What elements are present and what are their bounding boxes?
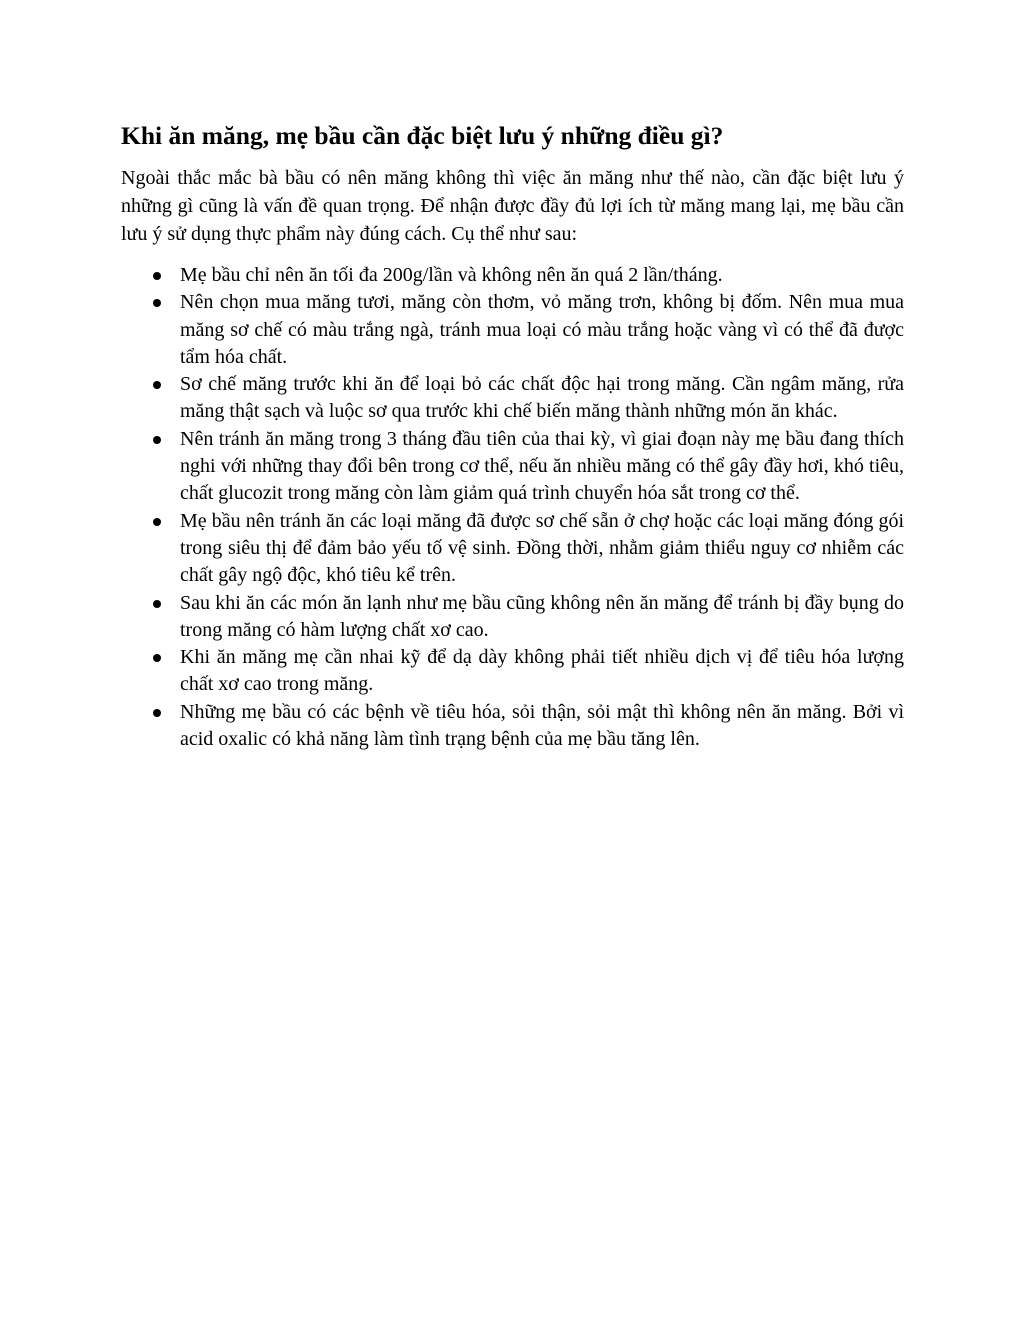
bullet-dot-icon [153, 600, 161, 608]
page-title: Khi ăn măng, mẹ bầu cần đặc biệt lưu ý những điều gì? [121, 121, 724, 150]
bullet-text-7: Khi ăn măng mẹ cần nhai kỹ để dạ dày không phải tiết nhiều dịch vị để tiêu hóa lượng chất xơ cao trong măng. [180, 646, 904, 696]
bullet-text-3: Sơ chế măng trước khi ăn để loại bỏ các chất độc hại trong măng. Cần ngâm măng, rửa măng thật sạch và luộc sơ qua trước khi chế biến măng thành những món ăn khác. [180, 373, 904, 423]
bullet-dot-icon [153, 518, 161, 526]
bullet-text-4: Nên tránh ăn măng trong 3 tháng đầu tiên của thai kỳ, vì giai đoạn này mẹ bầu đang thích nghi với những thay đổi bên trong cơ thể, nếu ăn nhiều măng có thể gây đầy hơi, khó tiêu, chất glucozit trong măng còn làm giảm quá trình chuyển hóa sắt trong cơ thể. [180, 427, 904, 505]
bullet-dot-icon [153, 654, 161, 662]
bullet-item-3 [121, 371, 904, 426]
bullet-item-6 [121, 590, 904, 645]
bullet-dot-icon [153, 272, 161, 280]
bullet-dot-icon [153, 299, 161, 307]
bullet-dot-icon [153, 381, 161, 389]
bullet-text-1: Mẹ bầu chỉ nên ăn tối đa 200g/lần và không nên ăn quá 2 lần/tháng. [180, 264, 723, 286]
bullet-item-5 [121, 508, 904, 590]
bullet-dot-icon [153, 436, 161, 444]
bullet-item-1 [121, 262, 904, 289]
bullet-text-5: Mẹ bầu nên tránh ăn các loại măng đã được sơ chế sẵn ở chợ hoặc các loại măng đóng gói trong siêu thị để đảm bảo yếu tố vệ sinh. Đồng thời, nhằm giảm thiểu nguy cơ nhiễm các chất gây ngộ độc, khó tiêu kể trên. [180, 509, 904, 587]
bullet-text-2: Nên chọn mua măng tươi, măng còn thơm, vỏ măng trơn, không bị đốm. Nên mua mua măng sơ chế có màu trắng ngà, tránh mua loại có màu trắng hoặc vàng vì có thể đã được tẩm hóa chất. [180, 291, 904, 368]
bullet-text-6: Sau khi ăn các món ăn lạnh như mẹ bầu cũng không nên ăn măng để tránh bị đầy bụng do trong măng có hàm lượng chất xơ cao. [180, 591, 904, 641]
bullet-dot-icon [153, 709, 161, 717]
bullet-list [121, 262, 904, 753]
bullet-item-2 [121, 289, 904, 371]
intro-paragraph: Ngoài thắc mắc bà bầu có nên măng không thì việc ăn măng như thế nào, cần đặc biệt lưu ý những gì cũng là vấn đề quan trọng. Để nhận được đầy đủ lợi ích từ măng mang lại, mẹ bầu cần lưu ý sử dụng thực phẩm này đúng cách. Cụ thể như sau: [121, 167, 904, 245]
bullet-item-7 [121, 644, 904, 699]
document-content [121, 118, 904, 753]
bullet-text-8: Những mẹ bầu có các bệnh về tiêu hóa, sỏi thận, sỏi mật thì không nên ăn măng. Bởi vì acid oxalic có khả năng làm tình trạng bệnh của mẹ bầu tăng lên. [180, 700, 904, 751]
bullet-item-4 [121, 426, 904, 508]
bullet-item-8 [121, 699, 904, 754]
